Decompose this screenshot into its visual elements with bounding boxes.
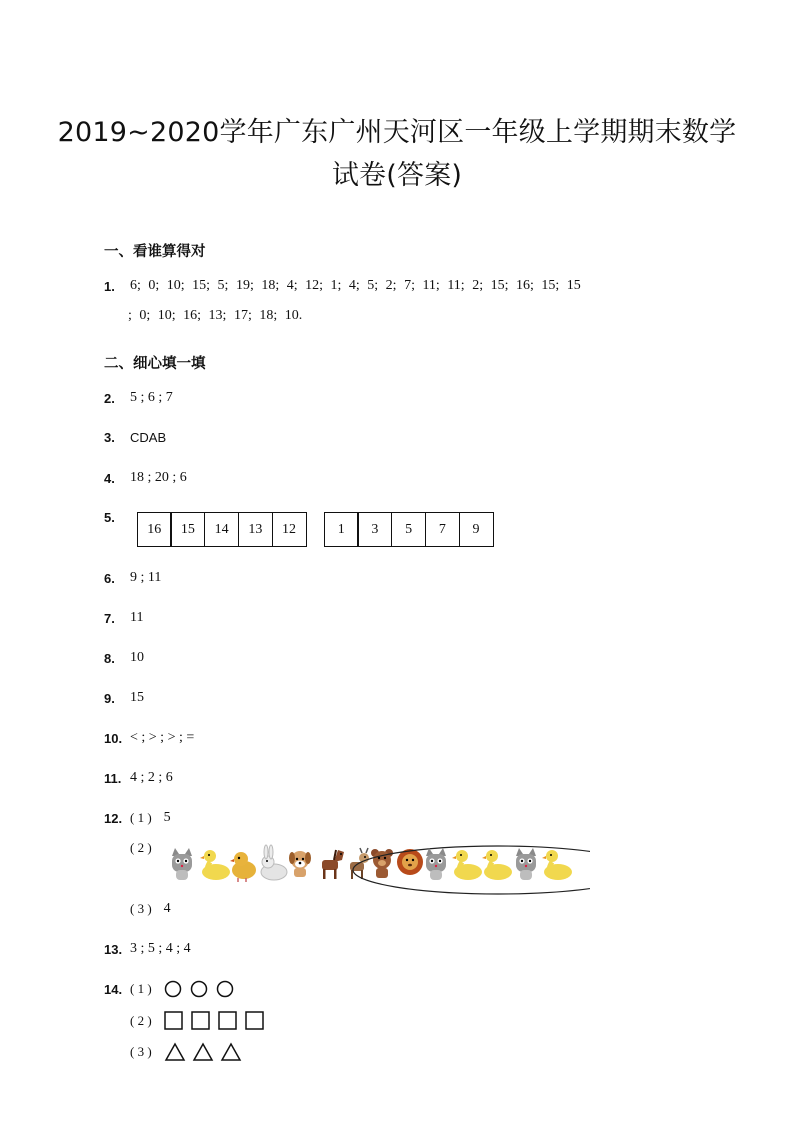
- cat-icon: [172, 848, 192, 880]
- question-14-part-3: [130, 1042, 254, 1062]
- answer: CDAB: [130, 430, 167, 445]
- number-box: 3: [357, 512, 392, 547]
- number-box: 13: [238, 512, 273, 547]
- answer: 4 ; 2 ; 6: [130, 770, 173, 785]
- animal-row-illustration: [170, 842, 590, 902]
- question-number: 12.: [104, 810, 123, 826]
- dog-icon: [289, 851, 311, 877]
- question-number: 11.: [104, 770, 122, 786]
- question-13: [104, 941, 191, 957]
- chick-icon: [230, 852, 256, 882]
- question-1: [104, 278, 581, 294]
- sub-label: ( 2 ): [130, 840, 152, 855]
- number-box: 16: [137, 512, 172, 547]
- cat-icon: [426, 848, 446, 880]
- section-heading-1: 一、看谁算得对: [104, 244, 206, 260]
- duck-icon: [482, 850, 512, 880]
- number-box: 12: [272, 512, 307, 547]
- question-number: 8.: [104, 650, 115, 666]
- duck-icon: [200, 850, 230, 880]
- rabbit-icon: [261, 845, 287, 880]
- question-5: [104, 510, 130, 525]
- question-1-continued: [128, 308, 302, 324]
- triangle-shape: [194, 1044, 212, 1060]
- goat-icon: [350, 848, 369, 879]
- sub-label: ( 2 ): [130, 1013, 152, 1028]
- question-12-part-3: [130, 901, 171, 917]
- answer: 5: [163, 810, 171, 825]
- number-box-group-1: [138, 512, 307, 547]
- question-14-part-2: [130, 1011, 274, 1031]
- circle-shape: [165, 982, 180, 997]
- square-shape: [246, 1012, 263, 1029]
- question-11: [104, 770, 173, 786]
- question-4: [104, 470, 187, 486]
- circles-answer: [164, 980, 244, 998]
- answer: 9 ; 11: [130, 570, 162, 585]
- duck-icon: [542, 850, 572, 880]
- question-number: 5.: [104, 510, 115, 525]
- bear-icon: [371, 849, 393, 878]
- answer: 18 ; 20 ; 6: [130, 470, 187, 485]
- answer: 3 ; 5 ; 4 ; 4: [130, 941, 191, 956]
- number-box-group-2: [325, 512, 494, 547]
- triangle-shape: [166, 1044, 184, 1060]
- answer: < ; > ; > ; =: [130, 730, 195, 745]
- triangles-answer: [164, 1042, 254, 1062]
- answer-line-2: ; 0; 10; 16; 13; 17; 18; 10.: [128, 308, 303, 323]
- number-box: 14: [204, 512, 239, 547]
- number-box: 5: [391, 512, 426, 547]
- question-number: 6.: [104, 570, 115, 586]
- answer: 15: [130, 690, 144, 705]
- question-6: [104, 570, 161, 586]
- square-shape: [165, 1012, 182, 1029]
- question-number: 13.: [104, 941, 123, 957]
- square-shape: [192, 1012, 209, 1029]
- square-shape: [219, 1012, 236, 1029]
- title-line-1: 2019~2020学年广东广州天河区一年级上学期期末数学: [57, 117, 737, 148]
- number-box: 9: [459, 512, 494, 547]
- sub-label: ( 3 ): [130, 901, 152, 916]
- question-number: 3.: [104, 430, 115, 445]
- question-number: 2.: [104, 390, 115, 406]
- answer: 4: [163, 901, 171, 916]
- question-number: 14.: [104, 981, 123, 997]
- title-line-2: 试卷(答案): [331, 160, 463, 191]
- sub-label: ( 1 ): [130, 981, 152, 996]
- question-number: 4.: [104, 470, 115, 486]
- number-box: 15: [170, 512, 205, 547]
- question-2: [104, 390, 173, 406]
- question-14-part-1: [104, 980, 244, 998]
- cat-icon: [516, 848, 536, 880]
- sub-label: ( 1 ): [130, 810, 152, 825]
- horse-icon: [322, 850, 344, 879]
- question-number: 10.: [104, 730, 123, 746]
- answer: 10: [130, 650, 144, 665]
- sub-label: ( 3 ): [130, 1044, 152, 1059]
- question-8: [104, 650, 144, 666]
- circle-shape: [191, 982, 206, 997]
- question-number: 1.: [104, 278, 115, 294]
- question-number: 7.: [104, 610, 115, 626]
- answer-line-1: 6; 0; 10; 15; 5; 19; 18; 4; 12; 1; 4; 5; 2; 7; 11; 11; 2; 15; 16; 15; 15: [130, 278, 581, 293]
- number-box: 1: [324, 512, 359, 547]
- section-heading-2: 二、细心填一填: [104, 356, 206, 372]
- lion-icon: [397, 849, 423, 875]
- question-number: 9.: [104, 690, 115, 706]
- question-7: [104, 610, 143, 626]
- question-12-part-2: [130, 840, 164, 856]
- question-9: [104, 690, 144, 706]
- answer: 5 ; 6 ; 7: [130, 390, 173, 405]
- answer: 11: [130, 610, 144, 625]
- circle-shape: [217, 982, 232, 997]
- duck-icon: [452, 850, 482, 880]
- number-box: 7: [425, 512, 460, 547]
- squares-answer: [164, 1011, 274, 1031]
- question-10: [104, 730, 194, 746]
- question-12-part-1: [104, 810, 171, 826]
- question-3: [104, 430, 166, 445]
- triangle-shape: [222, 1044, 240, 1060]
